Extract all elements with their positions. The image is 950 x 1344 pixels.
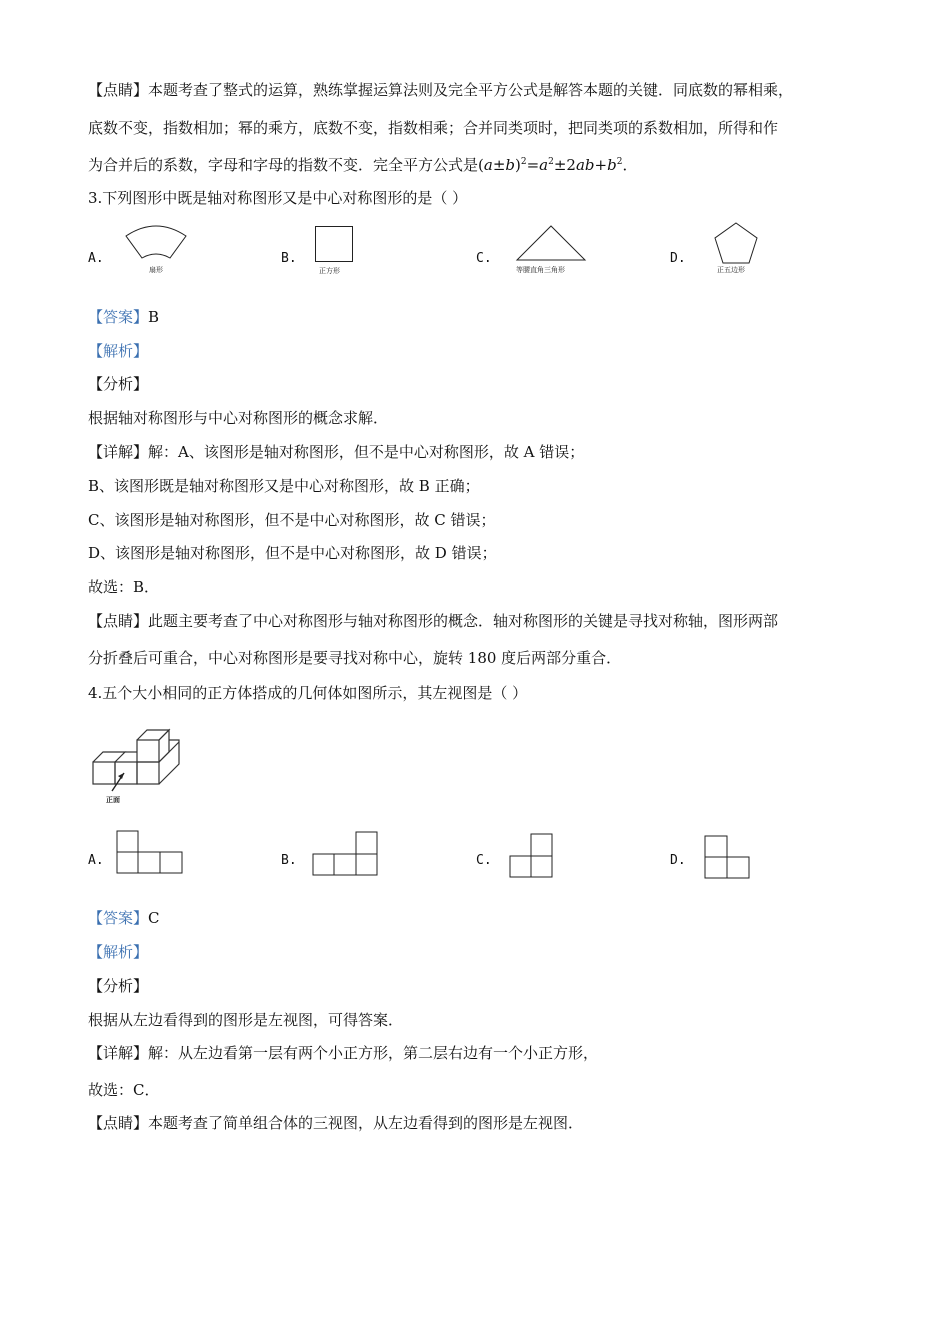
- regular-pentagon-figure: [714, 222, 758, 264]
- dianjing-line-3: [88, 155, 637, 175]
- answer-tag: 【答案】: [88, 308, 149, 326]
- q4-option-c-letter: C.: [476, 853, 492, 868]
- dianjing-line-2: 底数不变，指数相加；幂的乘方，底数不变，指数相乘；合并同类项时，把同类项的系数相加，所得和作: [88, 119, 779, 137]
- q3-option-c-letter: C.: [476, 251, 492, 266]
- formula-pm: ±: [492, 156, 506, 174]
- q3-detail-4: D、该图形是轴对称图形，但不是中心对称图形，故 D 错误；: [88, 544, 497, 562]
- q4-option-a-figure: [116, 830, 184, 876]
- q3-answer-line: [88, 307, 159, 327]
- dianjing-line-1: 【点睛】本题考查了整式的运算，熟练掌握运算法则及完全平方公式是解答本题的关键．同底数的幂相乘，: [88, 81, 794, 99]
- q3-detail-3: C、该图形是轴对称图形，但不是中心对称图形，故 C 错误；: [88, 511, 496, 529]
- q4-choose: 故选：C．: [88, 1081, 160, 1099]
- q3-jiexi-tag: 【解析】: [88, 342, 149, 360]
- q4-answer-line: [88, 908, 160, 928]
- formula-a2: a: [539, 156, 549, 174]
- q4-option-a-letter: A.: [88, 853, 104, 868]
- q4-option-b-figure: [312, 831, 380, 877]
- q3-option-b-caption-visible: 正方形: [319, 267, 340, 275]
- q3-option-d-caption: 正五边形: [717, 266, 745, 274]
- formula-close: ): [515, 156, 521, 174]
- q3-question: 3.下列图形中既是轴对称图形又是中心对称图形的是（ ）: [88, 189, 468, 207]
- formula-eq: =: [526, 156, 540, 174]
- formula-sq: 2: [520, 157, 527, 167]
- formula-b: b: [505, 156, 515, 174]
- front-label: 正面: [106, 796, 120, 804]
- q4-jiexi-tag: 【解析】: [88, 943, 149, 961]
- q4-option-c-figure: [509, 833, 555, 879]
- q3-option-b-letter: B.: [281, 251, 297, 266]
- q3-detail-1: 【详解】解：A、该图形是轴对称图形，但不是中心对称图形，故 A 错误；: [88, 443, 585, 461]
- formula-mid: ±2: [553, 156, 576, 174]
- q3-option-d-letter: D.: [670, 251, 686, 266]
- q4-question: 4.五个大小相同的正方体搭成的几何体如图所示，其左视图是（ ）: [88, 684, 528, 702]
- formula-end: ．: [622, 156, 638, 174]
- q3-detail-2: B、该图形既是轴对称图形又是中心对称图形，故 B 正确；: [88, 477, 480, 495]
- q3-dianjing-1: 【点睛】此题主要考查了中心对称图形与轴对称图形的概念．轴对称图形的关键是寻找对称轴，图形两部: [88, 612, 779, 630]
- formula-plus: +: [594, 156, 608, 174]
- q4-fenxi-tag: 【分析】: [88, 977, 149, 995]
- q4-answer-tag: 【答案】: [88, 909, 149, 927]
- formula-ab: ab: [575, 156, 595, 174]
- q4-analysis: 根据从左边看得到的图形是左视图，可得答案．: [88, 1011, 404, 1029]
- q3-answer: B: [148, 308, 160, 326]
- formula-a: a: [483, 156, 493, 174]
- formula-b2: b: [607, 156, 617, 174]
- q4-option-b-letter: B.: [281, 853, 297, 868]
- q3-dianjing-2: 分折叠后可重合，中心对称图形是要寻找对称中心，旋转 180 度后两部分重合．: [88, 649, 622, 667]
- square-figure: [315, 226, 353, 262]
- isosceles-right-triangle-figure: [516, 225, 586, 261]
- sector-figure: [124, 222, 188, 260]
- q3-option-a-letter: A.: [88, 251, 104, 266]
- q3-choose: 故选：B．: [88, 578, 160, 596]
- formula-sq3: 2: [616, 157, 623, 167]
- q3-option-c-caption: 等腰直角三角形: [516, 266, 565, 274]
- q3-option-a-caption: 扇形: [149, 266, 163, 274]
- q4-dianjing: 【点睛】本题考查了简单组合体的三视图，从左边看得到的图形是左视图．: [88, 1114, 584, 1132]
- formula-prefix: 为合并后的系数，字母和字母的指数不变．完全平方公式是(: [88, 156, 484, 174]
- q4-option-d-letter: D.: [670, 853, 686, 868]
- q3-fenxi-tag: 【分析】: [88, 375, 149, 393]
- q3-analysis: 根据轴对称图形与中心对称图形的概念求解．: [88, 409, 389, 427]
- q4-detail: 【详解】解：从左边看第一层有两个小正方形，第二层右边有一个小正方形，: [88, 1044, 599, 1062]
- q4-answer: C: [148, 909, 160, 927]
- q4-option-d-figure: [704, 835, 752, 881]
- formula-sq2: 2: [548, 157, 554, 167]
- cube-stack-figure: [90, 725, 190, 805]
